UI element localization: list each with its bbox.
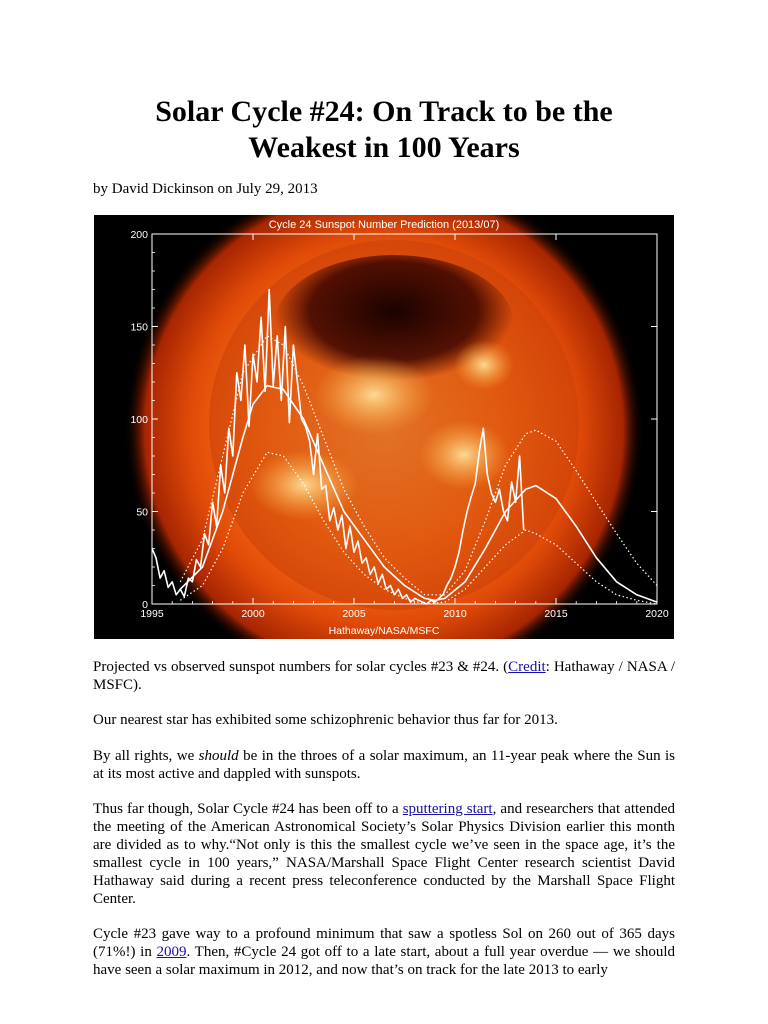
caption-text-after: : Hathaway / NASA / MSFC).: [93, 659, 675, 693]
paragraph-2: [93, 747, 675, 783]
sunspot-chart-figure: [94, 215, 674, 639]
sunspot-chart: [94, 215, 674, 639]
sun-image: [124, 215, 644, 639]
y-tick-label: 100: [130, 414, 148, 426]
chart-title: Cycle 24 Sunspot Number Prediction (2013/07): [268, 219, 500, 231]
x-tick-label: 2010: [443, 608, 467, 620]
article-title: [92, 94, 676, 166]
paragraph-3-text-a: Thus far though, Solar Cycle #24 has been off to a: [93, 801, 403, 817]
x-tick-label: 2005: [342, 608, 366, 620]
paragraph-4-text-a: Cycle #23 gave way to a profound minimum that saw a spotless Sol on 260 out of 365 days (71%!) in: [93, 926, 675, 960]
paragraph-3-text-b: , and researchers that attended the meeting of the American Astronomical Society’s Solar Physics Division earlier this month are divided as to why.“Not only is this the smallest cycle we’ve seen in the space age, it’s the smallest cycle in 100 years,” NASA/Marshall Space Flight Center research scientist David Hathaway said during a recent press teleconference conducted by the Marshall Space Flight Center.: [93, 801, 675, 907]
figure-caption: [93, 658, 675, 694]
sputtering-start-link[interactable]: sputtering start: [402, 801, 493, 817]
year-2009-link[interactable]: 2009: [156, 944, 187, 960]
paragraph-2-text-b: be in the throes of a solar maximum, an 11-year peak where the Sun is at its most active and dappled with sunspots.: [93, 748, 676, 782]
y-tick-label: 50: [136, 506, 148, 519]
x-tick-label: 1995: [140, 608, 164, 620]
caption-text-before: Projected vs observed sunspot numbers for solar cycles #23 & #24. (: [93, 659, 509, 675]
paragraph-4-text-b: . Then, #Cycle 24 got off to a late start, about a full year overdue — we should have seen a solar maximum in 2012, and now that’s on track for the late 2013 to early: [93, 944, 675, 978]
x-tick-label: 2000: [241, 608, 265, 620]
paragraph-3: [93, 800, 675, 908]
x-tick-label: 2015: [544, 608, 568, 620]
y-tick-label: 200: [130, 229, 148, 241]
paragraph-1: [93, 711, 675, 729]
byline: by David Dickinson on July 29, 2013: [93, 181, 318, 197]
title-line-1: Solar Cycle #24: On Track to be the: [155, 95, 613, 128]
x-tick-label: 2020: [645, 608, 669, 620]
paragraph-2-emphasis: should: [198, 748, 239, 764]
title-line-2: Weakest in 100 Years: [248, 131, 520, 164]
y-tick-label: 150: [130, 321, 148, 334]
paragraph-4: [93, 925, 675, 979]
credit-link[interactable]: Credit: [508, 659, 546, 675]
paragraph-2-text-a: By all rights, we: [93, 748, 199, 764]
paragraph-1-text: Our nearest star has exhibited some schizophrenic behavior thus far for 2013.: [93, 712, 558, 728]
y-tick-label: 0: [142, 599, 148, 611]
chart-credit: Hathaway/NASA/MSFC: [328, 625, 440, 637]
